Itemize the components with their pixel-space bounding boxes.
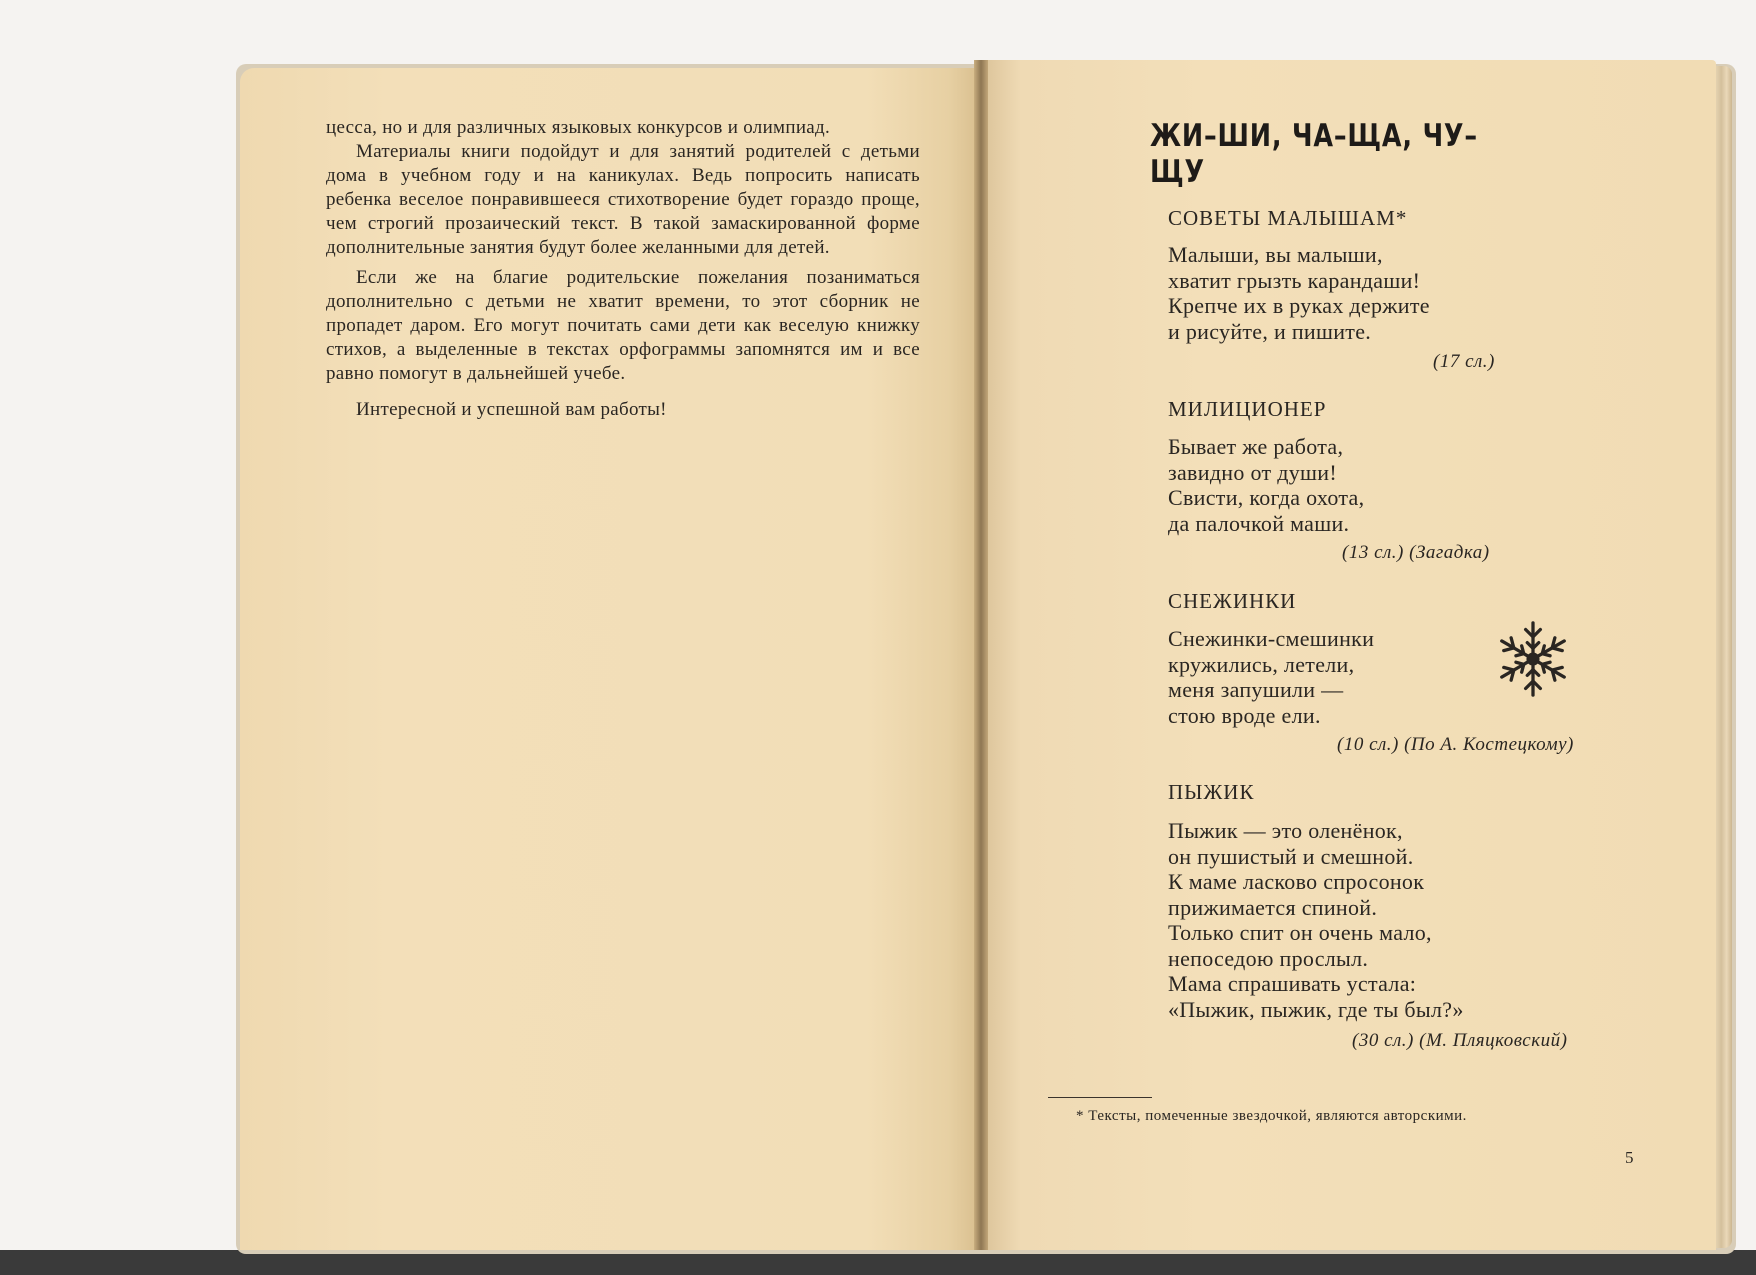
poem-credit: (13 сл.) (Загадка) (1342, 542, 1490, 563)
snowflake-icon (1492, 618, 1574, 700)
poem-body (1168, 434, 1364, 536)
poem-line: Малыши, вы малыши, (1168, 242, 1383, 267)
poem-line: он пушистый и смешной. (1168, 843, 1414, 869)
poem-line: Свисти, когда охота, (1168, 485, 1365, 510)
poem-line: «Пыжик, пыжик, где ты был?» (1168, 996, 1464, 1022)
poem-line: и рисуйте, и пишите. (1168, 318, 1372, 344)
paragraph: Если же на благие родительские пожелания позаниматься дополнительно с детьми не хватит времени, то этот сборник не пропадет даром. Его могут почитать сами дети как веселую книжку стихов, а выделенные в текстах орфограммы запомнятся им и все равно помогут в дальнейшей учебе. (326, 267, 920, 384)
poem-body (1168, 242, 1430, 344)
footnote-divider (1048, 1097, 1152, 1098)
paragraph: Материалы книги подойдут и для занятий родителей с детьми дома в учебном году и на каникулах. Ведь попросить написать ребенка веселое понравившееся стихотворение будет гораздо проще, чем строгий прозаический текст. В такой замаскированной форме дополнительные занятия будут более желанными для детей. (326, 141, 920, 258)
poem-line: Снежинки-смешинки (1168, 626, 1375, 651)
page-title: ЖИ–ШИ, ЧА–ЩА, ЧУ–ЩУ (1150, 118, 1478, 190)
poem-line: меня запушили — (1168, 677, 1344, 702)
poem-credit: (17 сл.) (1433, 351, 1495, 372)
poem-body (1168, 818, 1464, 1022)
poem-heading: ПЫЖИК (1168, 780, 1255, 804)
poem-line: стою вроде ели. (1168, 702, 1321, 728)
book-gutter (974, 60, 988, 1250)
poem-line: Мама спрашивать устала: (1168, 971, 1417, 996)
poem-line: Крепче их в руках держите (1168, 293, 1430, 318)
footnote: * Тексты, помеченные звездочкой, являются авторскими. (1076, 1108, 1467, 1124)
poem-line: прижимается спиной. (1168, 894, 1378, 920)
poem-line: хватит грызть карандаши! (1168, 267, 1421, 293)
poem-line: Только спит он очень мало, (1168, 920, 1432, 945)
closing-line: Интересной и успешной вам работы! (356, 399, 667, 420)
poem-line: кружились, летели, (1168, 651, 1355, 677)
poem-heading: СОВЕТЫ МАЛЫШАМ* (1168, 206, 1408, 230)
page-edges (1716, 66, 1732, 1248)
left-page-text (326, 116, 920, 422)
poem-line: Бывает же работа, (1168, 434, 1344, 459)
page-number: 5 (1625, 1148, 1634, 1167)
poem-body (1168, 626, 1374, 728)
poem-credit: (30 сл.) (М. Пляцковский) (1352, 1030, 1568, 1051)
paragraph: цесса, но и для различных языковых конкурсов и олимпиад. (326, 117, 831, 138)
poem-line: да палочкой маши. (1168, 510, 1350, 536)
poem-heading: СНЕЖИНКИ (1168, 589, 1297, 613)
poem-heading: МИЛИЦИОНЕР (1168, 397, 1327, 421)
poem-credit: (10 сл.) (По А. Костецкому) (1337, 734, 1574, 755)
poem-line: Пыжик — это оленёнок, (1168, 818, 1403, 843)
poem-line: К маме ласково спросонок (1168, 869, 1425, 894)
poem-line: завидно от души! (1168, 459, 1337, 485)
poem-line: непоседою прослыл. (1168, 945, 1369, 971)
